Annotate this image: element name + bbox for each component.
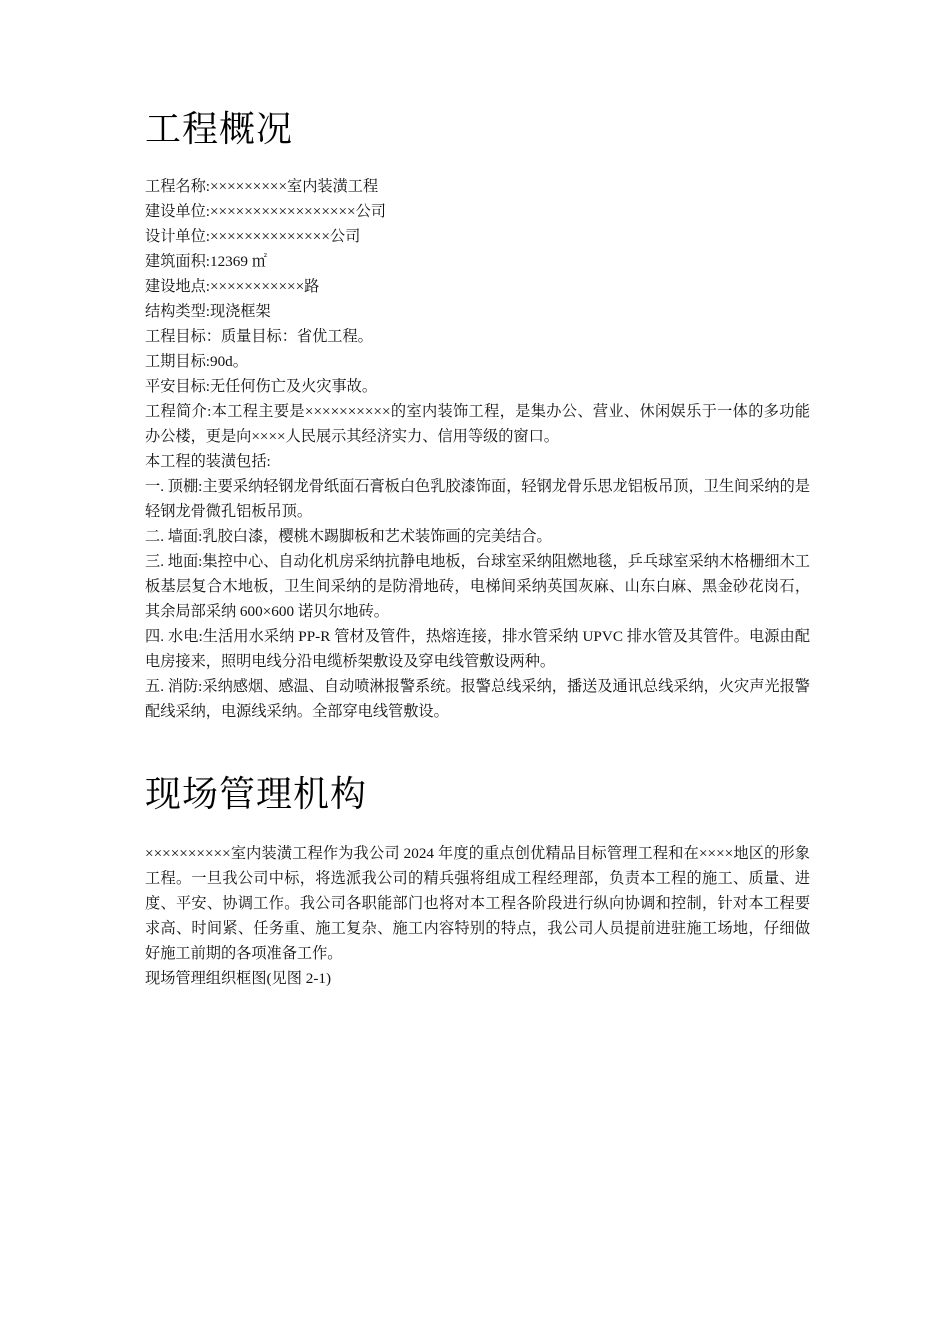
project-name-line: 工程名称:×××××××××室内装潢工程 [145, 178, 379, 195]
plumbing-electrical-item: 四. 水电:生活用水采纳 PP-R 管材及管件，热熔连接，排水管采纳 UPVC 排水管及其管件。电源由配电房接来，照明电线分沿电缆桥架敷设及穿电线管敷设两种。 [145, 628, 810, 670]
designer-line: 设计单位:××××××××××××××公司 [145, 228, 361, 245]
decoration-intro-line: 本工程的装潢包括: [145, 453, 271, 470]
quality-goal-line: 工程目标：质量目标：省优工程。 [145, 328, 373, 345]
project-summary-paragraph: 工程简介:本工程主要是××××××××××的室内装饰工程，是集办公、营业、休闲娱乐于一体的多功能办公楼，更是向××××人民展示其经济实力、信用等级的窗口。 [145, 403, 810, 445]
floor-item: 三. 地面:集控中心、自动化机房采纳抗静电地板，台球室采纳阻燃地毯，乒乓球室采纳木格栅细木工板基层复合木地板，卫生间采纳的是防滑地砖，电梯间采纳英国灰麻、山东白麻、黑金砂花岗石，其余局部采纳 600×600 诺贝尔地砖。 [145, 553, 810, 620]
floor-area-line: 建筑面积:12369 ㎡ [145, 253, 267, 270]
management-paragraph: ××××××××××室内装潢工程作为我公司 2024 年度的重点创优精品目标管理工程和在××××地区的形象工程。一旦我公司中标，将选派我公司的精兵强将组成工程经理部，负责本工程的施工、质量、进度、平安、协调工作。我公司各职能部门也将对本工程各阶段进行纵向协调和控制，针对本工程要求高、时间紧、任务重、施工复杂、施工内容特别的特点，我公司人员提前进驻施工场地，仔细做好施工前期的各项准备工作。 [145, 845, 810, 962]
section-title-overview: 工程概况 [145, 109, 294, 150]
overview-body [145, 174, 810, 724]
management-body [145, 841, 810, 991]
ceiling-item: 一. 顶棚:主要采纳轻钢龙骨纸面石膏板白色乳胶漆饰面，轻钢龙骨乐思龙铝板吊顶，卫生间采纳的是轻钢龙骨微孔铝板吊顶。 [145, 478, 810, 520]
safety-goal-line: 平安目标:无任何伤亡及火灾事故。 [145, 378, 378, 395]
client-line: 建设单位:×××××××××××××××××公司 [145, 203, 386, 220]
schedule-goal-line: 工期目标:90d。 [145, 353, 248, 370]
location-line: 建设地点:×××××××××××路 [145, 278, 320, 295]
wall-item: 二. 墙面:乳胶白漆，樱桃木踢脚板和艺术装饰画的完美结合。 [145, 528, 552, 545]
fire-protection-item: 五. 消防:采纳感烟、感温、自动喷淋报警系统。报警总线采纳，播送及通讯总线采纳，火灾声光报警配线采纳，电源线采纳。全部穿电线管敷设。 [145, 678, 810, 720]
org-chart-reference: 现场管理组织框图(见图 2-1) [145, 970, 332, 987]
structure-type-line: 结构类型:现浇框架 [145, 303, 271, 320]
section-title-management: 现场管理机构 [145, 774, 368, 815]
